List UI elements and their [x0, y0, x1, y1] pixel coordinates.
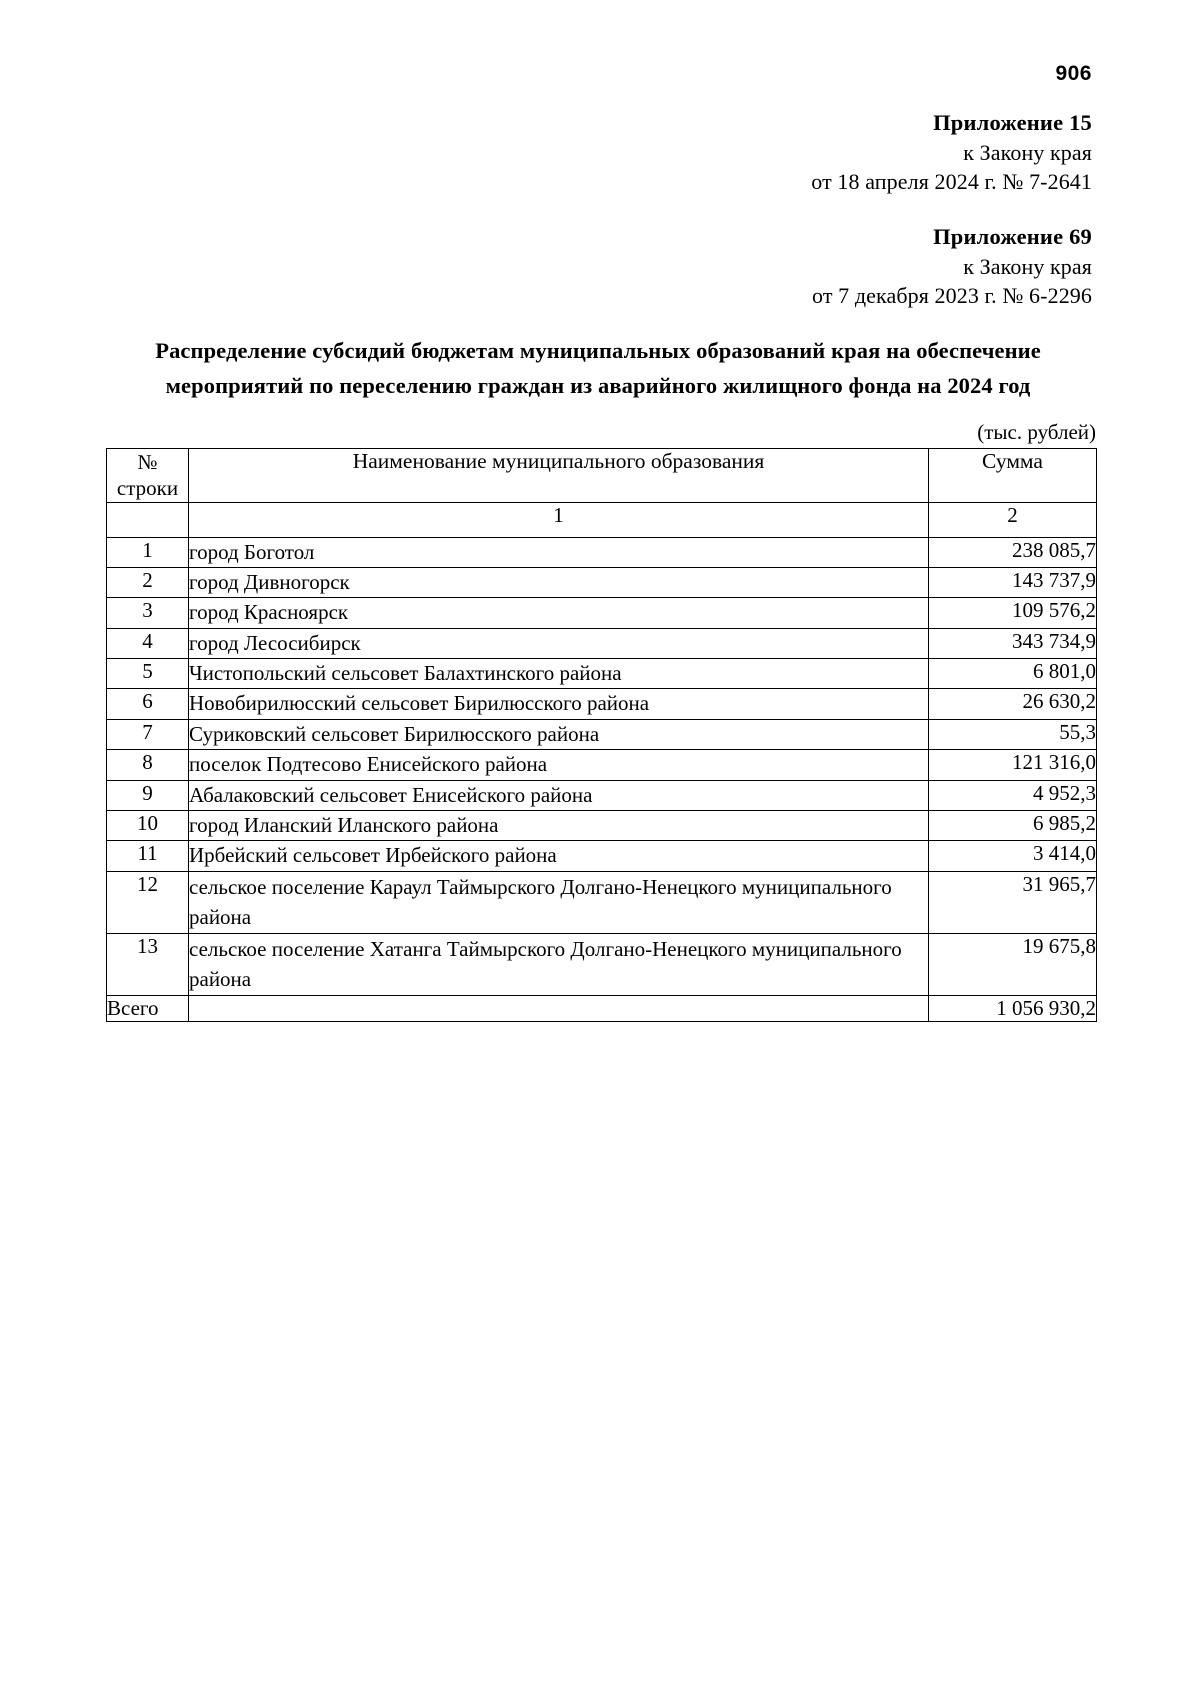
table-row	[107, 719, 1097, 749]
table-row	[107, 871, 1097, 933]
header-row-number-line2: строки	[116, 476, 179, 501]
table-row	[107, 841, 1097, 871]
amount-cell: 4 952,3	[929, 780, 1097, 810]
page-title	[118, 334, 1078, 404]
municipality-name-cell: Новобирилюсский сельсовет Бирилюсского района	[189, 689, 929, 719]
total-spacer	[189, 995, 929, 1021]
appendix-15-law: к Закону края	[963, 139, 1092, 165]
table-row	[107, 933, 1097, 995]
municipality-name-cell: город Лесосибирск	[189, 628, 929, 658]
row-number-cell: 12	[107, 871, 189, 933]
amount-cell: 238 085,7	[929, 537, 1097, 567]
municipality-name-cell: Ирбейский сельсовет Ирбейского района	[189, 841, 929, 871]
row-number-cell: 13	[107, 933, 189, 995]
municipality-name-cell: поселок Подтесово Енисейского района	[189, 750, 929, 780]
appendix-block-15	[811, 108, 1092, 196]
appendix-69-law: к Закону края	[963, 253, 1092, 279]
table-header-row	[107, 449, 1097, 503]
amount-cell: 31 965,7	[929, 871, 1097, 933]
table-column-number-row	[107, 502, 1097, 537]
colnum-row-number	[107, 502, 189, 537]
municipality-name-cell: Абалаковский сельсовет Енисейского района	[189, 780, 929, 810]
row-number-cell: 7	[107, 719, 189, 749]
municipality-name-cell: сельское поселение Хатанга Таймырского Долгано-Ненецкого муниципального района	[189, 933, 929, 995]
header-name: Наименование муниципального образования	[189, 449, 929, 503]
subsidies-table-body	[107, 537, 1097, 995]
appendix-block-69	[812, 222, 1092, 310]
municipality-name-cell: город Красноярск	[189, 598, 929, 628]
municipality-name-cell: город Боготол	[189, 537, 929, 567]
colnum-sum: 2	[929, 502, 1097, 537]
row-number-cell: 5	[107, 659, 189, 689]
amount-cell: 121 316,0	[929, 750, 1097, 780]
amount-cell: 109 576,2	[929, 598, 1097, 628]
amount-cell: 143 737,9	[929, 567, 1097, 597]
amount-cell: 343 734,9	[929, 628, 1097, 658]
amount-cell: 26 630,2	[929, 689, 1097, 719]
municipality-name-cell: сельское поселение Караул Таймырского Долгано-Ненецкого муниципального района	[189, 871, 929, 933]
municipality-name-cell: город Дивногорск	[189, 567, 929, 597]
row-number-cell: 2	[107, 567, 189, 597]
appendix-69-date: от 7 декабря 2023 г. № 6-2296	[812, 282, 1092, 308]
amount-cell: 3 414,0	[929, 841, 1097, 871]
header-row-number	[107, 449, 189, 503]
table-row	[107, 811, 1097, 841]
header-row-number-line1: №	[137, 450, 158, 474]
table-row	[107, 598, 1097, 628]
total-sum: 1 056 930,2	[929, 995, 1097, 1021]
subsidies-table-wrapper	[106, 448, 1096, 1022]
row-number-cell: 4	[107, 628, 189, 658]
appendix-69-title: Приложение 69	[933, 224, 1092, 249]
table-row	[107, 750, 1097, 780]
amount-cell: 19 675,8	[929, 933, 1097, 995]
colnum-name: 1	[189, 502, 929, 537]
table-row	[107, 689, 1097, 719]
table-row	[107, 537, 1097, 567]
amount-cell: 6 801,0	[929, 659, 1097, 689]
row-number-cell: 8	[107, 750, 189, 780]
row-number-cell: 3	[107, 598, 189, 628]
row-number-cell: 1	[107, 537, 189, 567]
appendix-15-date: от 18 апреля 2024 г. № 7-2641	[811, 168, 1092, 194]
row-number-cell: 6	[107, 689, 189, 719]
municipality-name-cell: город Иланский Иланского района	[189, 811, 929, 841]
row-number-cell: 10	[107, 811, 189, 841]
municipality-name-cell: Чистопольский сельсовет Балахтинского района	[189, 659, 929, 689]
amount-cell: 6 985,2	[929, 811, 1097, 841]
total-label: Всего	[107, 995, 189, 1021]
table-row	[107, 780, 1097, 810]
page-title-line-2: мероприятий по переселению граждан из аварийного жилищного фонда на 2024 год	[165, 372, 1031, 398]
table-row	[107, 659, 1097, 689]
appendix-15-title: Приложение 15	[933, 110, 1092, 135]
subsidies-table	[106, 448, 1097, 1022]
header-sum: Сумма	[929, 449, 1097, 503]
page-title-line-1: Распределение субсидий бюджетам муниципальных образований края на обеспечение	[155, 338, 1041, 363]
row-number-cell: 11	[107, 841, 189, 871]
amount-cell: 55,3	[929, 719, 1097, 749]
page-number: 906	[1055, 62, 1092, 85]
table-total-row	[107, 995, 1097, 1021]
units-note: (тыс. рублей)	[977, 420, 1096, 444]
table-row	[107, 567, 1097, 597]
municipality-name-cell: Суриковский сельсовет Бирилюсского района	[189, 719, 929, 749]
row-number-cell: 9	[107, 780, 189, 810]
table-row	[107, 628, 1097, 658]
